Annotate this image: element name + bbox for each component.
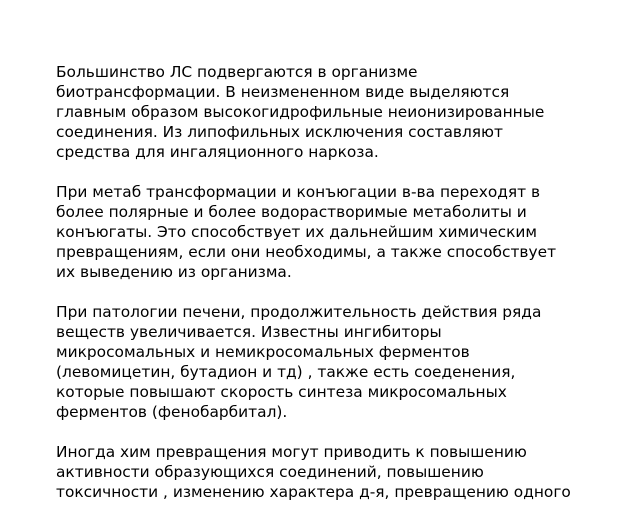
paragraph-conjugation xyxy=(56,182,616,282)
paragraph-liver-pathology xyxy=(56,302,616,422)
text-line: которые повышают скорость синтеза микросомальных xyxy=(56,383,507,401)
text-line: конъюгаты. Это способствует их дальнейшим химическим xyxy=(56,223,538,241)
text-line: ферментов (фенобарбитал). xyxy=(56,403,288,421)
text-line: При метаб трансформации и конъюгации в-ва переходят в xyxy=(56,183,541,201)
text-line: При патологии печени, продолжительность действия ряда xyxy=(56,303,542,321)
text-line: средства для ингаляционного наркоза. xyxy=(56,143,379,161)
text-line: соединения. Из липофильных исключения составляют xyxy=(56,123,503,141)
text-line: биотрансформации. В неизмененном виде выделяются xyxy=(56,83,510,101)
paragraph-chemical-transformations xyxy=(56,442,616,502)
text-line: микросомальных и немикросомальных ферментов xyxy=(56,343,470,361)
text-line: главным образом высокогидрофильные неионизированные xyxy=(56,103,545,121)
text-line: токсичности , изменению характера д-я, превращению одного xyxy=(56,483,571,501)
text-line: Большинство ЛС подвергаются в организме xyxy=(56,63,418,81)
text-line: более полярные и более водорастворимые метаболиты и xyxy=(56,203,527,221)
paragraph-biotransformation xyxy=(56,62,616,162)
text-line: их выведению из организма. xyxy=(56,263,292,281)
text-block xyxy=(56,62,616,522)
text-line: (левомицетин, бутадион и тд) , также есть соеденения, xyxy=(56,363,516,381)
text-line: веществ увеличивается. Известны ингибиторы xyxy=(56,323,442,341)
text-line: превращениям, если они необходимы, а также способствует xyxy=(56,243,557,261)
text-line: активности образующихся соединений, повышению xyxy=(56,463,484,481)
text-line: Иногда хим превращения могут приводить к повышению xyxy=(56,443,527,461)
